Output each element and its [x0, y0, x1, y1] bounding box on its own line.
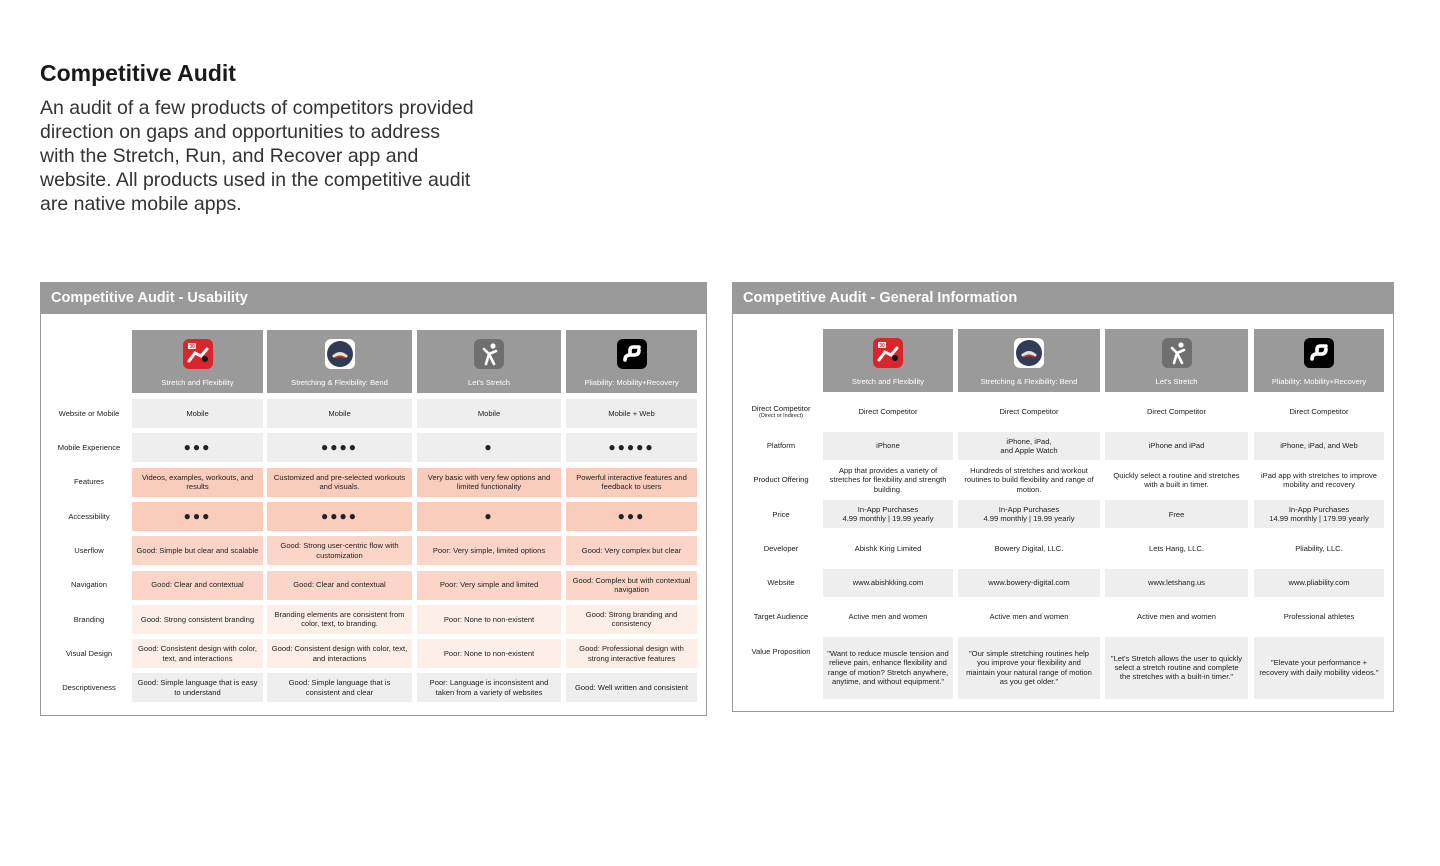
svg-text:30: 30: [188, 344, 195, 350]
table-cell: Good: Simple but clear and scalable: [132, 536, 263, 565]
table-cell: Poor: Language is inconsistent and taken from a variety of websites: [417, 673, 561, 702]
app-name-label: Pliability: Mobility+Recovery: [584, 378, 679, 387]
table-cell: Poor: None to non-existent: [417, 639, 561, 668]
table-cell: Good: Strong branding and consistency: [566, 605, 697, 634]
stretch-flexibility-app-icon: [183, 339, 213, 369]
column-header-1: [823, 329, 953, 392]
table-cell: Direct Competitor: [858, 407, 918, 417]
table-cell: "Want to reduce muscle tension and relieve pain, enhance flexibility and range of motion? Stretch anywhere, anytime, and without equipment.": [823, 637, 953, 699]
table-cell: Good: Consistent design with color, text, and interactions: [132, 639, 263, 668]
table-cell: Mobile: [267, 399, 412, 428]
table-cell: Hundreds of stretches and workout routines to build flexibility and range of motion.: [964, 466, 1094, 494]
general-info-panel: [732, 282, 1394, 712]
page-title: Competitive Audit: [40, 60, 236, 86]
table-cell: "Our simple stretching routines help you improve your flexibility and maintain your natural range of motion as you get older.": [958, 637, 1100, 699]
table-cell: Very basic with very few options and limited functionality: [417, 468, 561, 497]
table-cell: www.bowery-digital.com: [958, 569, 1100, 597]
table-cell: Direct Competitor: [1289, 407, 1349, 417]
table-cell: www.abishkking.com: [823, 569, 953, 597]
table-cell: Active men and women: [848, 611, 928, 621]
row-label: Website or Mobile: [58, 408, 120, 418]
row-label: Navigation: [71, 580, 107, 590]
app-name-label: Stretching & Flexibility: Bend: [291, 378, 388, 387]
rating-dots: ●●●: [132, 433, 263, 462]
table-cell: iPad app with stretches to improve mobility and recovery: [1260, 470, 1378, 490]
svg-text:30: 30: [879, 343, 885, 349]
column-header-1: [132, 330, 263, 393]
lets-stretch-app-icon: [1162, 338, 1192, 368]
row-label-text: Direct Competitor: [751, 403, 811, 413]
table-cell: www.letshang.us: [1105, 569, 1248, 597]
row-label: Accessibility: [68, 511, 110, 521]
table-cell: Good: Clear and contextual: [132, 571, 263, 600]
column-header-3: [417, 330, 561, 393]
row-label: Mobile Experience: [57, 443, 121, 453]
app-name-label: Stretch and Flexibility: [161, 378, 234, 387]
lets-stretch-app-icon: [474, 339, 504, 369]
table-cell: Mobile: [132, 399, 263, 428]
row-label: Features: [74, 477, 104, 487]
table-cell: "Elevate your performance + recovery with daily mobility videos.": [1254, 637, 1384, 699]
table-cell: iPhone, iPad, and Apple Watch: [958, 432, 1100, 460]
usability-panel: [40, 282, 707, 716]
table-cell: Good: Strong user-centric flow with customization: [267, 536, 412, 565]
row-label: Value Proposition: [751, 646, 811, 656]
table-cell: Professional athletes: [1283, 611, 1355, 621]
table-cell: iPhone, iPad, and Web: [1254, 432, 1384, 460]
row-label: Price: [772, 509, 790, 519]
rating-dots: ●: [417, 502, 561, 531]
table-cell: In-App Purchases 14.99 monthly | 179.99 yearly: [1254, 500, 1384, 528]
table-cell: Mobile + Web: [566, 399, 697, 428]
row-sublabel-text: (Direct or Indirect): [758, 413, 803, 420]
table-cell: Lets Hang, LLC.: [1149, 543, 1204, 553]
row-label: Userflow: [74, 545, 104, 555]
table-cell: Customized and pre-selected workouts and visuals.: [267, 468, 412, 497]
table-cell: Good: Strong consistent branding: [132, 605, 263, 634]
table-cell: Good: Simple language that is consistent and clear: [267, 673, 412, 702]
column-header-4: [1254, 329, 1384, 392]
table-cell: Bowery Digital, LLC.: [994, 543, 1064, 553]
app-name-label: Stretch and Flexibility: [851, 377, 925, 386]
stretch-flexibility-app-icon: [873, 338, 903, 368]
row-label: Descriptiveness: [62, 683, 116, 693]
table-cell: iPhone and iPad: [1105, 432, 1248, 460]
app-name-label: Stretching & Flexibility: Bend: [980, 377, 1078, 386]
usability-panel-title: Competitive Audit - Usability: [41, 283, 706, 314]
table-cell: Direct Competitor: [999, 407, 1059, 417]
rating-dots: ●●●●: [267, 502, 412, 531]
row-label: Visual Design: [65, 648, 113, 658]
pliability-app-icon: [1304, 338, 1334, 368]
row-label: Branding: [73, 614, 105, 624]
table-cell: Direct Competitor: [1146, 407, 1207, 417]
table-cell: Active men and women: [1137, 611, 1216, 621]
table-cell: Mobile: [417, 399, 561, 428]
table-cell: In-App Purchases 4.99 monthly | 19.99 yearly: [823, 500, 953, 528]
table-cell: Free: [1105, 500, 1248, 528]
table-cell: www.pliability.com: [1254, 569, 1384, 597]
row-label: Developer: [763, 543, 799, 553]
app-name-label: Let's Stretch: [1155, 377, 1198, 386]
app-name-label: Pliability: Mobility+Recovery: [1271, 377, 1367, 386]
table-cell: In-App Purchases 4.99 monthly | 19.99 yearly: [958, 500, 1100, 528]
app-name-label: Let's Stretch: [468, 378, 510, 387]
table-cell: Good: Clear and contextual: [267, 571, 412, 600]
rating-dots: ●●●: [132, 502, 263, 531]
table-cell: Branding elements are consistent from color, text, to branding.: [267, 605, 412, 634]
row-label: Website: [767, 577, 795, 587]
table-cell: Poor: None to non-existent: [417, 605, 561, 634]
table-cell: Good: Consistent design with color, text, and interactions: [267, 639, 412, 668]
rating-dots: ●●●●●: [566, 433, 697, 462]
table-cell: Quickly select a routine and stretches with a built in timer.: [1113, 470, 1240, 490]
table-cell: Pliability, LLC.: [1295, 543, 1343, 553]
table-cell: Good: Well written and consistent: [566, 673, 697, 702]
table-cell: App that provides a variety of stretches for flexibility and strength building.: [829, 466, 947, 494]
table-cell: Abishk King Limited: [854, 543, 922, 553]
table-cell: iPhone: [823, 432, 953, 460]
row-label: Target Audience: [753, 611, 809, 621]
rating-dots: ●●●●: [267, 433, 412, 462]
table-cell: Poor: Very simple, limited options: [417, 536, 561, 565]
table-cell: Powerful interactive features and feedback to users: [566, 468, 697, 497]
column-header-2: [267, 330, 412, 393]
table-cell: Good: Professional design with strong interactive features: [566, 639, 697, 668]
table-cell: Poor: Very simple and limited: [417, 571, 561, 600]
table-cell: Good: Complex but with contextual navigation: [566, 571, 697, 600]
column-header-2: [958, 329, 1100, 392]
table-cell: Good: Very complex but clear: [566, 536, 697, 565]
bend-app-icon: [325, 339, 355, 369]
general-info-panel-title: Competitive Audit - General Information: [733, 283, 1393, 314]
pliability-app-icon: [617, 339, 647, 369]
rating-dots: ●●●: [566, 502, 697, 531]
row-label: [741, 398, 821, 426]
column-header-4: [566, 330, 697, 393]
table-cell: "Let's Stretch allows the user to quickly select a stretch routine and complete the stretches with a built-in timer.": [1105, 637, 1248, 699]
row-label: Product Offering: [753, 475, 809, 485]
intro-paragraph: An audit of a few products of competitors provided direction on gaps and opportunities to address with the Stretch, Run, and Recover app and website. All products used in the competitive audit are native mobile apps.: [40, 97, 474, 215]
table-cell: Good: Simple language that is easy to understand: [132, 673, 263, 702]
table-cell: Videos, examples, workouts, and results: [132, 468, 263, 497]
bend-app-icon: [1014, 338, 1044, 368]
row-label: Platform: [766, 441, 796, 451]
rating-dots: ●: [417, 433, 561, 462]
column-header-3: [1105, 329, 1248, 392]
table-cell: Active men and women: [989, 611, 1069, 621]
